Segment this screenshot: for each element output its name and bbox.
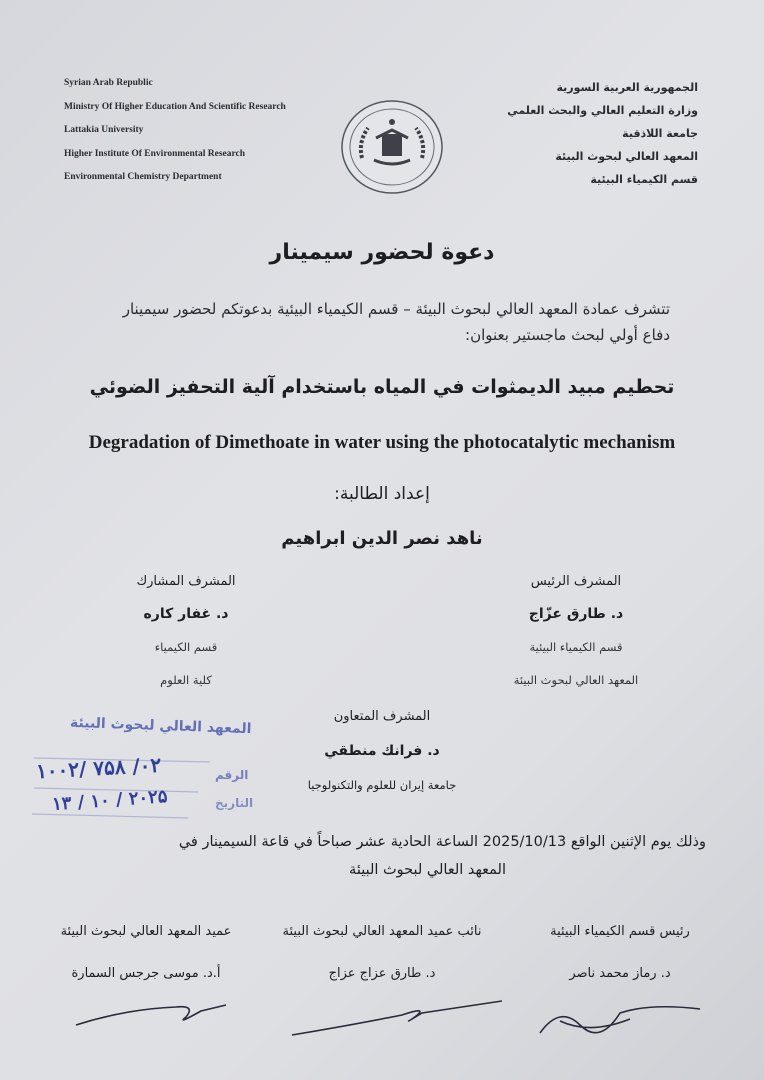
ar-header-line: جامعة اللاذقية bbox=[622, 127, 698, 140]
signature-role: نائب عميد المعهد العالي لبحوث البيئة bbox=[282, 924, 482, 939]
invitation-intro bbox=[70, 296, 670, 348]
signature-name: د. رماز محمد ناصر bbox=[569, 966, 671, 981]
cooperating-supervisor bbox=[252, 700, 512, 802]
supervisor-name: د. طارق عزّاج bbox=[528, 606, 624, 622]
stamp-org: المعهد العالي لبحوث البيئة bbox=[69, 714, 252, 738]
signature-block-dean bbox=[26, 911, 266, 1045]
arabic-header bbox=[507, 76, 698, 191]
thesis-title-english: Degradation of Dimethoate in water using the photocatalytic mechanism bbox=[88, 432, 676, 453]
signature-role: عميد المعهد العالي لبحوث البيئة bbox=[60, 924, 232, 939]
ar-header-line: المعهد العالي لبحوث البيئة bbox=[555, 150, 698, 163]
main-supervisor bbox=[446, 565, 706, 697]
signature-role: رئيس قسم الكيمياء البيئية bbox=[550, 924, 690, 939]
thesis-title-arabic: تحطيم مبيد الديمثوات في المياه باستخدام آلية التحفيز الضوئي bbox=[89, 376, 675, 398]
signature-block-department-head bbox=[500, 911, 740, 1045]
supervisor-title: المشرف المشارك bbox=[136, 574, 236, 589]
ar-header-line: وزارة التعليم العالي والبحث العلمي bbox=[507, 104, 698, 117]
schedule-line: وذلك يوم الإثنين الواقع 2025/10/13 الساعة الحادية عشر صباحاً في قاعة السيمينار في bbox=[178, 834, 706, 850]
supervisor-inst: جامعة إيران للعلوم والتكنولوجيا bbox=[307, 778, 457, 792]
supervisor-name: د. فرانك منطقي bbox=[324, 743, 440, 759]
seminar-schedule bbox=[56, 828, 706, 884]
ar-header-line: الجمهورية العربية السورية bbox=[556, 81, 698, 94]
intro-line: تتشرف عمادة المعهد العالي لبحوث البيئة – قسم الكيمياء البيئية بدعوتكم لحضور سيمينار bbox=[122, 300, 670, 318]
stamp-number: ۱۰۰۲/ ۷۵۸ /۰۲ bbox=[35, 752, 162, 784]
supervisor-dept: قسم الكيمياء البيئية bbox=[529, 640, 623, 654]
supervisor-name: د. غفار كاره bbox=[143, 606, 229, 622]
stamp-date-label: التاريخ bbox=[215, 796, 254, 810]
signature-name: د. طارق عزاج عزاج bbox=[328, 966, 436, 981]
ar-header-line: قسم الكيمياء البيئية bbox=[590, 173, 698, 186]
en-header-line: Ministry Of Higher Education And Scientific Research bbox=[64, 101, 286, 112]
handwritten-signature bbox=[500, 995, 740, 1045]
schedule-line: المعهد العالي لبحوث البيئة bbox=[349, 862, 506, 878]
en-header-line: Higher Institute Of Environmental Research bbox=[64, 148, 246, 159]
supervisor-title: المشرف الرئيس bbox=[530, 574, 622, 589]
preparer-label: إعداد الطالبة: bbox=[334, 484, 430, 504]
english-header bbox=[64, 72, 286, 190]
en-header-line: Environmental Chemistry Department bbox=[64, 172, 222, 182]
supervisor-dept: قسم الكيمياء bbox=[154, 640, 218, 654]
en-header-line: Lattakia University bbox=[64, 125, 144, 135]
supervisor-title: المشرف المتعاون bbox=[333, 709, 431, 724]
handwritten-signature bbox=[262, 995, 502, 1045]
co-supervisor bbox=[56, 565, 316, 697]
en-header-line: Syrian Arab Republic bbox=[64, 78, 153, 88]
university-seal-icon bbox=[338, 98, 446, 196]
invitation-title: دعوة لحضور سيمينار bbox=[269, 240, 495, 265]
signature-block-vice-dean bbox=[262, 911, 502, 1045]
stamp-date: ۱۳ / ۱۰ / ۲۰۲۵ bbox=[51, 785, 169, 816]
intro-line: دفاع أولي لبحث ماجستير بعنوان: bbox=[465, 326, 670, 344]
supervisor-inst: المعهد العالي لبحوث البيئة bbox=[513, 673, 639, 687]
stamp-number-label: الرقم bbox=[215, 768, 249, 782]
student-name: ناهد نصر الدين ابراهيم bbox=[281, 528, 483, 549]
supervisor-inst: كلية العلوم bbox=[160, 673, 212, 687]
signature-name: أ.د. موسى جرجس السمارة bbox=[71, 966, 221, 981]
handwritten-signature bbox=[26, 995, 266, 1045]
